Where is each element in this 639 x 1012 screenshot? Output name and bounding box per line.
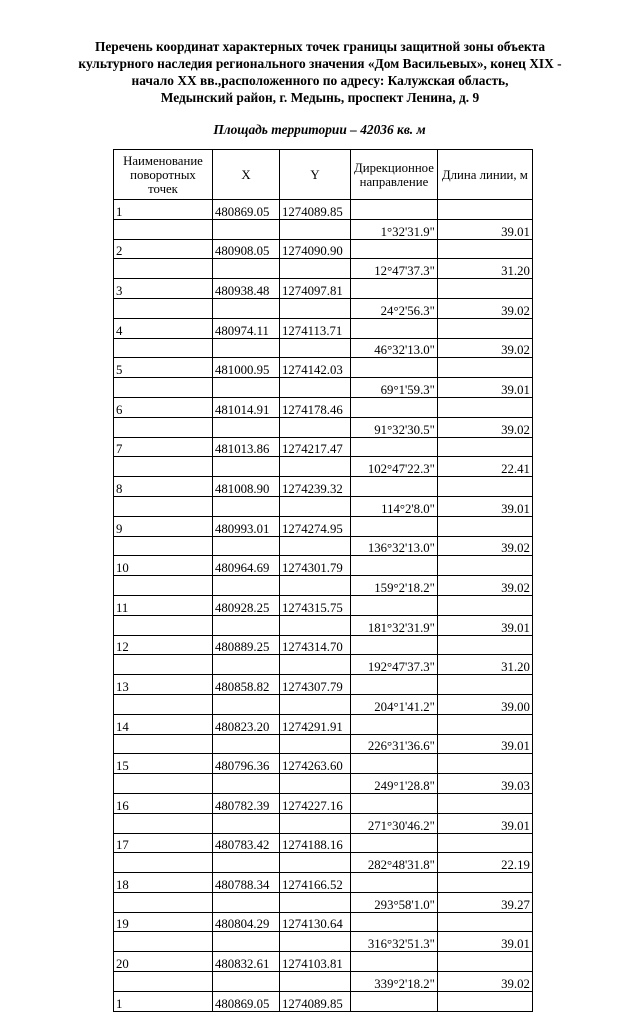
x-cell <box>213 298 280 318</box>
y-cell: 1274188.16 <box>280 833 351 853</box>
length-cell: 31.20 <box>437 259 532 279</box>
direction-cell <box>351 595 438 615</box>
x-cell <box>213 813 280 833</box>
table-row <box>114 655 533 675</box>
x-cell <box>213 615 280 635</box>
length-cell <box>437 912 532 932</box>
point-name-cell: 4 <box>114 318 213 338</box>
direction-cell <box>351 279 438 299</box>
y-cell <box>280 972 351 992</box>
point-name-cell: 19 <box>114 912 213 932</box>
length-cell <box>437 437 532 457</box>
point-name-cell <box>114 338 213 358</box>
point-name-cell <box>114 813 213 833</box>
point-name-cell <box>114 932 213 952</box>
direction-cell: 249°1'28.8" <box>351 774 438 794</box>
table-row <box>114 813 533 833</box>
x-cell: 480869.05 <box>213 200 280 220</box>
table-row <box>114 615 533 635</box>
direction-cell: 24°2'56.3" <box>351 298 438 318</box>
length-cell <box>437 279 532 299</box>
table-row <box>114 219 533 239</box>
point-name-cell: 8 <box>114 477 213 497</box>
point-name-cell <box>114 694 213 714</box>
direction-cell <box>351 200 438 220</box>
y-cell <box>280 338 351 358</box>
direction-cell <box>351 952 438 972</box>
length-cell: 22.19 <box>437 853 532 873</box>
y-cell: 1274307.79 <box>280 675 351 695</box>
length-cell <box>437 397 532 417</box>
length-cell: 39.01 <box>437 378 532 398</box>
point-name-cell: 12 <box>114 635 213 655</box>
table-row <box>114 556 533 576</box>
table-row <box>114 457 533 477</box>
point-name-cell: 7 <box>114 437 213 457</box>
y-cell <box>280 576 351 596</box>
length-cell: 39.01 <box>437 219 532 239</box>
table-row <box>114 714 533 734</box>
y-cell <box>280 496 351 516</box>
table-row <box>114 279 533 299</box>
length-cell <box>437 833 532 853</box>
x-cell: 480908.05 <box>213 239 280 259</box>
document-title <box>40 38 600 106</box>
point-name-cell: 9 <box>114 516 213 536</box>
x-cell: 480938.48 <box>213 279 280 299</box>
x-cell: 481000.95 <box>213 358 280 378</box>
table-row <box>114 635 533 655</box>
point-name-cell: 18 <box>114 873 213 893</box>
length-cell: 39.01 <box>437 615 532 635</box>
direction-cell <box>351 635 438 655</box>
y-cell: 1274274.95 <box>280 516 351 536</box>
direction-cell <box>351 437 438 457</box>
point-name-cell <box>114 655 213 675</box>
y-cell: 1274090.90 <box>280 239 351 259</box>
y-cell: 1274113.71 <box>280 318 351 338</box>
length-cell: 39.27 <box>437 892 532 912</box>
y-cell: 1274239.32 <box>280 477 351 497</box>
x-cell <box>213 259 280 279</box>
point-name-cell <box>114 298 213 318</box>
x-cell <box>213 655 280 675</box>
point-name-cell: 10 <box>114 556 213 576</box>
length-cell <box>437 873 532 893</box>
length-cell <box>437 595 532 615</box>
direction-cell <box>351 714 438 734</box>
direction-cell <box>351 912 438 932</box>
length-cell: 22.41 <box>437 457 532 477</box>
direction-cell: 114°2'8.0" <box>351 496 438 516</box>
point-name-cell <box>114 457 213 477</box>
point-name-cell: 11 <box>114 595 213 615</box>
point-name-cell <box>114 972 213 992</box>
table-row <box>114 576 533 596</box>
x-cell <box>213 457 280 477</box>
table-row <box>114 397 533 417</box>
y-cell: 1274142.03 <box>280 358 351 378</box>
direction-cell: 102°47'22.3" <box>351 457 438 477</box>
table-row <box>114 338 533 358</box>
y-cell <box>280 813 351 833</box>
x-cell: 480788.34 <box>213 873 280 893</box>
y-cell <box>280 457 351 477</box>
point-name-cell <box>114 576 213 596</box>
y-cell: 1274291.91 <box>280 714 351 734</box>
table-row <box>114 437 533 457</box>
length-cell: 39.02 <box>437 298 532 318</box>
direction-cell <box>351 477 438 497</box>
direction-cell: 46°32'13.0" <box>351 338 438 358</box>
length-cell <box>437 952 532 972</box>
x-cell: 480964.69 <box>213 556 280 576</box>
direction-cell: 91°32'30.5" <box>351 417 438 437</box>
length-cell <box>437 239 532 259</box>
direction-cell: 159°2'18.2" <box>351 576 438 596</box>
y-cell <box>280 417 351 437</box>
table-row <box>114 536 533 556</box>
direction-cell: 316°32'51.3" <box>351 932 438 952</box>
y-cell: 1274166.52 <box>280 873 351 893</box>
point-name-cell <box>114 615 213 635</box>
x-cell: 480869.05 <box>213 991 280 1011</box>
direction-cell: 226°31'36.6" <box>351 734 438 754</box>
header-x: X <box>213 150 280 200</box>
point-name-cell <box>114 417 213 437</box>
direction-cell <box>351 675 438 695</box>
x-cell: 480823.20 <box>213 714 280 734</box>
table-row <box>114 378 533 398</box>
x-cell <box>213 378 280 398</box>
y-cell <box>280 932 351 952</box>
table-row <box>114 675 533 695</box>
y-cell: 1274089.85 <box>280 200 351 220</box>
x-cell: 480783.42 <box>213 833 280 853</box>
x-cell <box>213 734 280 754</box>
length-cell <box>437 477 532 497</box>
point-name-cell: 14 <box>114 714 213 734</box>
direction-cell: 12°47'37.3" <box>351 259 438 279</box>
x-cell: 480974.11 <box>213 318 280 338</box>
direction-cell <box>351 991 438 1011</box>
length-cell: 39.00 <box>437 694 532 714</box>
table-row <box>114 991 533 1011</box>
point-name-cell: 3 <box>114 279 213 299</box>
y-cell <box>280 615 351 635</box>
point-name-cell: 15 <box>114 754 213 774</box>
direction-cell: 1°32'31.9" <box>351 219 438 239</box>
point-name-cell <box>114 219 213 239</box>
y-cell: 1274314.70 <box>280 635 351 655</box>
x-cell: 480832.61 <box>213 952 280 972</box>
direction-cell <box>351 754 438 774</box>
y-cell <box>280 219 351 239</box>
y-cell <box>280 892 351 912</box>
direction-cell <box>351 318 438 338</box>
y-cell <box>280 734 351 754</box>
point-name-cell: 2 <box>114 239 213 259</box>
y-cell <box>280 259 351 279</box>
header-point-name: Наименование поворотных точек <box>114 150 213 200</box>
length-cell <box>437 675 532 695</box>
table-row <box>114 595 533 615</box>
length-cell: 39.01 <box>437 932 532 952</box>
x-cell: 480889.25 <box>213 635 280 655</box>
x-cell <box>213 892 280 912</box>
x-cell <box>213 219 280 239</box>
point-name-cell: 17 <box>114 833 213 853</box>
y-cell <box>280 774 351 794</box>
y-cell: 1274097.81 <box>280 279 351 299</box>
length-cell: 39.02 <box>437 972 532 992</box>
direction-cell <box>351 397 438 417</box>
direction-cell <box>351 833 438 853</box>
x-cell <box>213 576 280 596</box>
table-row <box>114 200 533 220</box>
length-cell <box>437 516 532 536</box>
direction-cell: 293°58'1.0" <box>351 892 438 912</box>
x-cell: 480782.39 <box>213 793 280 813</box>
direction-cell: 271°30'46.2" <box>351 813 438 833</box>
y-cell <box>280 298 351 318</box>
direction-cell <box>351 873 438 893</box>
x-cell: 480993.01 <box>213 516 280 536</box>
direction-cell: 69°1'59.3" <box>351 378 438 398</box>
length-cell <box>437 754 532 774</box>
x-cell <box>213 774 280 794</box>
direction-cell <box>351 358 438 378</box>
point-name-cell <box>114 853 213 873</box>
x-cell: 481013.86 <box>213 437 280 457</box>
table-row <box>114 873 533 893</box>
direction-cell <box>351 556 438 576</box>
length-cell <box>437 714 532 734</box>
y-cell <box>280 655 351 675</box>
direction-cell: 339°2'18.2" <box>351 972 438 992</box>
table-row <box>114 496 533 516</box>
length-cell <box>437 358 532 378</box>
x-cell <box>213 536 280 556</box>
x-cell <box>213 417 280 437</box>
x-cell <box>213 496 280 516</box>
table-row <box>114 298 533 318</box>
x-cell <box>213 972 280 992</box>
length-cell <box>437 200 532 220</box>
direction-cell: 181°32'31.9" <box>351 615 438 635</box>
x-cell: 480858.82 <box>213 675 280 695</box>
length-cell: 39.01 <box>437 813 532 833</box>
point-name-cell <box>114 259 213 279</box>
table-row <box>114 932 533 952</box>
direction-cell <box>351 793 438 813</box>
point-name-cell <box>114 378 213 398</box>
length-cell: 39.02 <box>437 338 532 358</box>
point-name-cell <box>114 496 213 516</box>
table-row <box>114 694 533 714</box>
table-row <box>114 239 533 259</box>
header-direction: Дирекционное направление <box>351 150 438 200</box>
table-row <box>114 754 533 774</box>
header-line-length: Длина линии, м <box>437 150 532 200</box>
table-row <box>114 417 533 437</box>
y-cell: 1274227.16 <box>280 793 351 813</box>
point-name-cell: 1 <box>114 991 213 1011</box>
y-cell <box>280 853 351 873</box>
point-name-cell: 5 <box>114 358 213 378</box>
table-row <box>114 516 533 536</box>
point-name-cell <box>114 774 213 794</box>
x-cell: 480796.36 <box>213 754 280 774</box>
title-line-4: Медынский район, г. Медынь, проспект Ленина, д. 9 <box>160 90 480 105</box>
table-row <box>114 853 533 873</box>
length-cell <box>437 318 532 338</box>
point-name-cell: 13 <box>114 675 213 695</box>
length-cell <box>437 793 532 813</box>
length-cell <box>437 991 532 1011</box>
y-cell: 1274130.64 <box>280 912 351 932</box>
x-cell: 480928.25 <box>213 595 280 615</box>
table-row <box>114 952 533 972</box>
direction-cell <box>351 516 438 536</box>
y-cell: 1274301.79 <box>280 556 351 576</box>
y-cell <box>280 536 351 556</box>
x-cell <box>213 338 280 358</box>
point-name-cell: 6 <box>114 397 213 417</box>
length-cell: 39.02 <box>437 417 532 437</box>
direction-cell <box>351 239 438 259</box>
x-cell <box>213 694 280 714</box>
y-cell: 1274217.47 <box>280 437 351 457</box>
point-name-cell: 1 <box>114 200 213 220</box>
y-cell: 1274263.60 <box>280 754 351 774</box>
table-row <box>114 774 533 794</box>
y-cell: 1274103.81 <box>280 952 351 972</box>
point-name-cell: 16 <box>114 793 213 813</box>
table-row <box>114 734 533 754</box>
x-cell: 481014.91 <box>213 397 280 417</box>
table-row <box>114 793 533 813</box>
table-row <box>114 912 533 932</box>
x-cell <box>213 932 280 952</box>
length-cell: 31.20 <box>437 655 532 675</box>
table-row <box>114 972 533 992</box>
direction-cell: 192°47'37.3" <box>351 655 438 675</box>
direction-cell: 204°1'41.2" <box>351 694 438 714</box>
table-row <box>114 358 533 378</box>
y-cell <box>280 378 351 398</box>
length-cell <box>437 556 532 576</box>
y-cell <box>280 694 351 714</box>
direction-cell: 136°32'13.0" <box>351 536 438 556</box>
x-cell: 481008.90 <box>213 477 280 497</box>
length-cell: 39.03 <box>437 774 532 794</box>
length-cell <box>437 635 532 655</box>
table-row <box>114 892 533 912</box>
y-cell: 1274315.75 <box>280 595 351 615</box>
table-row <box>114 318 533 338</box>
y-cell: 1274178.46 <box>280 397 351 417</box>
length-cell: 39.02 <box>437 576 532 596</box>
title-line-2: культурного наследия регионального значения «Дом Васильевых», конец XIX - <box>78 56 562 71</box>
table-header-row <box>114 150 533 200</box>
table-row <box>114 259 533 279</box>
y-cell: 1274089.85 <box>280 991 351 1011</box>
table-row <box>114 477 533 497</box>
length-cell: 39.02 <box>437 536 532 556</box>
area-subtitle: Площадь территории – 42036 кв. м <box>213 122 426 137</box>
x-cell <box>213 853 280 873</box>
point-name-cell <box>114 734 213 754</box>
x-cell: 480804.29 <box>213 912 280 932</box>
table-row <box>114 833 533 853</box>
header-y: Y <box>280 150 351 200</box>
title-line-3: начало XX вв.,расположенного по адресу: Калужская область, <box>131 73 509 88</box>
table-body <box>114 200 533 1012</box>
title-line-1: Перечень координат характерных точек границы защитной зоны объекта <box>94 39 546 54</box>
length-cell: 39.01 <box>437 496 532 516</box>
point-name-cell <box>114 536 213 556</box>
length-cell: 39.01 <box>437 734 532 754</box>
point-name-cell <box>114 892 213 912</box>
direction-cell: 282°48'31.8" <box>351 853 438 873</box>
coordinates-table <box>113 149 533 1012</box>
point-name-cell: 20 <box>114 952 213 972</box>
